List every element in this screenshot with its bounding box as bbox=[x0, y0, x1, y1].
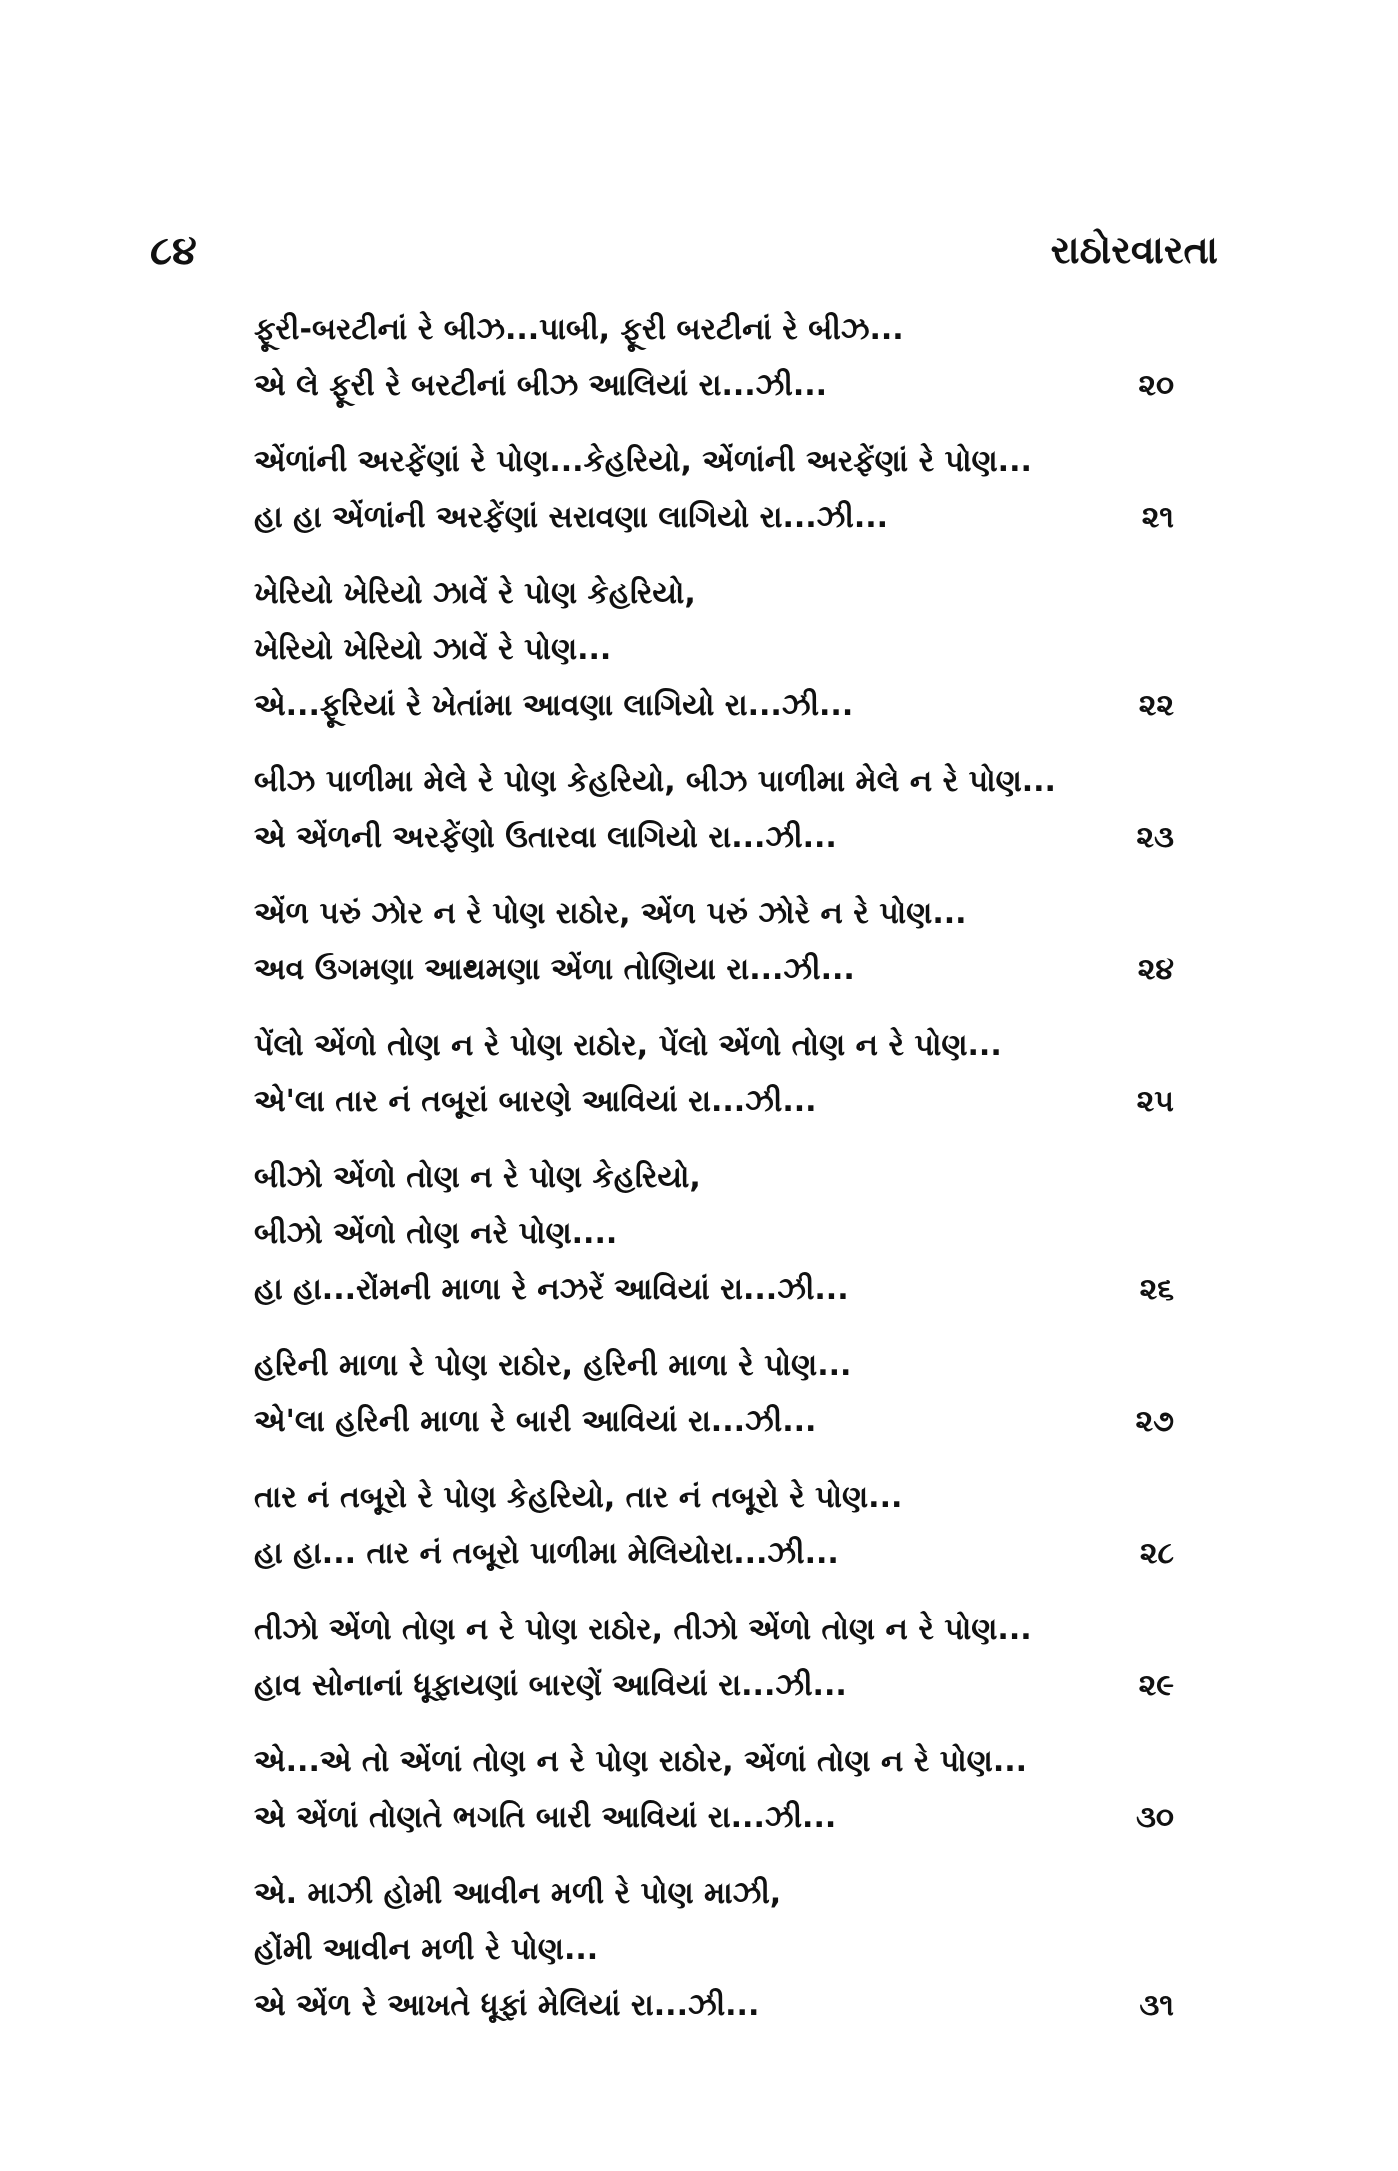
stanza bbox=[254, 1470, 1174, 1582]
verse-line bbox=[254, 1602, 1174, 1658]
verse-line bbox=[254, 1262, 1174, 1318]
stanza bbox=[254, 1150, 1174, 1318]
verse-number: ૨૮ bbox=[1139, 1536, 1174, 1571]
verse-text: ખેરિયો ખેરિયો ઝાવેં રે પોણ... bbox=[254, 632, 612, 667]
verse-line bbox=[254, 1470, 1174, 1526]
verse-text: હા હા...રોંમની માળા રે નઝરેં આવિયાં રા...ઝી... bbox=[254, 1272, 849, 1307]
verse-text: બીઝ પાળીમા મેલે રે પોણ કેહરિયો, બીઝ પાળીમા મેલે ન રે પોણ... bbox=[254, 764, 1056, 799]
verse-line bbox=[254, 1790, 1174, 1846]
verse-number: ૨૭ bbox=[1135, 1404, 1174, 1439]
verse-line bbox=[254, 1074, 1174, 1130]
stanza bbox=[254, 1338, 1174, 1450]
verse-number: ૨૫ bbox=[1136, 1084, 1174, 1119]
stanza-list bbox=[254, 302, 1174, 2054]
verse-line bbox=[254, 1394, 1174, 1450]
verse-number: ૨૬ bbox=[1139, 1272, 1174, 1307]
verse-text: એંળાંની અરફેંણાં રે પોણ...કેહરિયો, એંળાંની અરફેંણાં રે પોણ... bbox=[254, 444, 1032, 479]
page-number: ૮૪ bbox=[150, 228, 197, 274]
stanza bbox=[254, 566, 1174, 734]
verse-text: એ એંળની અરફેંણો ઉતારવા લાગિયો રા...ઝી... bbox=[254, 820, 837, 855]
verse-line bbox=[254, 1658, 1174, 1714]
verse-text: અવ ઉગમણા આથમણા એંળા તોણિયા રા...ઝી... bbox=[254, 952, 855, 987]
verse-text: એંળ પરું ઝોર ન રે પોણ રાઠોર, એંળ પરું ઝોરે ન રે પોણ... bbox=[254, 896, 967, 931]
verse-text: એ...ફૂરિયાં રે ખેતાંમા આવણા લાગિયો રા...ઝી... bbox=[254, 688, 854, 723]
verse-line bbox=[254, 490, 1174, 546]
verse-line bbox=[254, 1978, 1174, 2034]
verse-text: હાવ સોનાનાં ધૂફાયણાં બારણેં આવિયાં રા...ઝી... bbox=[254, 1668, 847, 1703]
stanza bbox=[254, 754, 1174, 866]
verse-line bbox=[254, 1338, 1174, 1394]
verse-text: ફૂરી-બરટીનાં રે બીઝ...પાબી, ફૂરી બરટીનાં રે બીઝ... bbox=[254, 312, 904, 347]
verse-number: ૨૦ bbox=[1138, 368, 1174, 403]
verse-line bbox=[254, 1206, 1174, 1262]
verse-text: એ લે ફૂરી રે બરટીનાં બીઝ આલિયાં રા...ઝી... bbox=[254, 368, 828, 403]
verse-line bbox=[254, 678, 1174, 734]
verse-line bbox=[254, 566, 1174, 622]
stanza bbox=[254, 1734, 1174, 1846]
stanza bbox=[254, 434, 1174, 546]
verse-text: હરિની માળા રે પોણ રાઠોર, હરિની માળા રે પોણ... bbox=[254, 1348, 852, 1383]
verse-text: હા હા... તાર નં તબૂરો પાળીમા મેલિયોરા...ઝી... bbox=[254, 1536, 839, 1571]
stanza bbox=[254, 886, 1174, 998]
stanza bbox=[254, 1018, 1174, 1130]
verse-text: એ'લા તાર નં તબૂરાં બારણે આવિયાં રા...ઝી... bbox=[254, 1084, 817, 1119]
verse-number: ૨૧ bbox=[1141, 500, 1174, 535]
verse-number: ૩૧ bbox=[1139, 1988, 1174, 2023]
verse-line bbox=[254, 1866, 1174, 1922]
verse-text: પેંલો એંળો તોણ ન રે પોણ રાઠોર, પેંલો એંળો તોણ ન રે પોણ... bbox=[254, 1028, 1002, 1063]
verse-line bbox=[254, 1922, 1174, 1978]
verse-line bbox=[254, 1526, 1174, 1582]
verse-text: એ. માઝી હોમી આવીન મળી રે પોણ માઝી, bbox=[254, 1876, 782, 1911]
verse-text: બીઝો એંળો તોણ નરે પોણ.... bbox=[254, 1216, 618, 1251]
running-title: રાઠોરવારતા bbox=[1050, 228, 1218, 272]
verse-line bbox=[254, 886, 1174, 942]
stanza bbox=[254, 1602, 1174, 1714]
verse-text: એ...એ તો એંળાં તોણ ન રે પોણ રાઠોર, એંળાં તોણ ન રે પોણ... bbox=[254, 1744, 1028, 1779]
stanza bbox=[254, 1866, 1174, 2034]
verse-line bbox=[254, 622, 1174, 678]
verse-line bbox=[254, 302, 1174, 358]
verse-text: એ'લા હરિની માળા રે બારી આવિયાં રા...ઝી... bbox=[254, 1404, 817, 1439]
verse-line bbox=[254, 754, 1174, 810]
verse-text: એ એંળ રે આખતે ધૂફાં મેલિયાં રા...ઝી... bbox=[254, 1988, 760, 2023]
verse-line bbox=[254, 810, 1174, 866]
verse-line bbox=[254, 1150, 1174, 1206]
verse-line bbox=[254, 942, 1174, 998]
verse-line bbox=[254, 434, 1174, 490]
page-header bbox=[150, 228, 1218, 288]
stanza bbox=[254, 302, 1174, 414]
verse-text: હોંમી આવીન મળી રે પોણ... bbox=[254, 1932, 599, 1967]
verse-text: બીઝો એંળો તોણ ન રે પોણ કેહરિયો, bbox=[254, 1160, 701, 1195]
verse-number: ૩૦ bbox=[1135, 1800, 1174, 1835]
verse-line bbox=[254, 358, 1174, 414]
verse-number: ૨૨ bbox=[1138, 688, 1174, 723]
verse-line bbox=[254, 1018, 1174, 1074]
verse-text: હા હા એંળાંની અરફેંણાં સરાવણા લાગિયો રા...ઝી... bbox=[254, 500, 889, 535]
verse-number: ૨૯ bbox=[1138, 1668, 1174, 1703]
verse-text: તાર નં તબૂરો રે પોણ કેહરિયો, તાર નં તબૂરો રે પોણ... bbox=[254, 1480, 903, 1515]
verse-text: તીઝો એંળો તોણ ન રે પોણ રાઠોર, તીઝો એંળો તોણ ન રે પોણ... bbox=[254, 1612, 1032, 1647]
verse-number: ૨૩ bbox=[1136, 820, 1174, 855]
verse-text: એ એંળાં તોણતે ભગતિ બારી આવિયાં રા...ઝી... bbox=[254, 1800, 837, 1835]
verse-text: ખેરિયો ખેરિયો ઝાવેં રે પોણ કેહરિયો, bbox=[254, 576, 696, 611]
verse-number: ૨૪ bbox=[1137, 952, 1174, 987]
verse-line bbox=[254, 1734, 1174, 1790]
